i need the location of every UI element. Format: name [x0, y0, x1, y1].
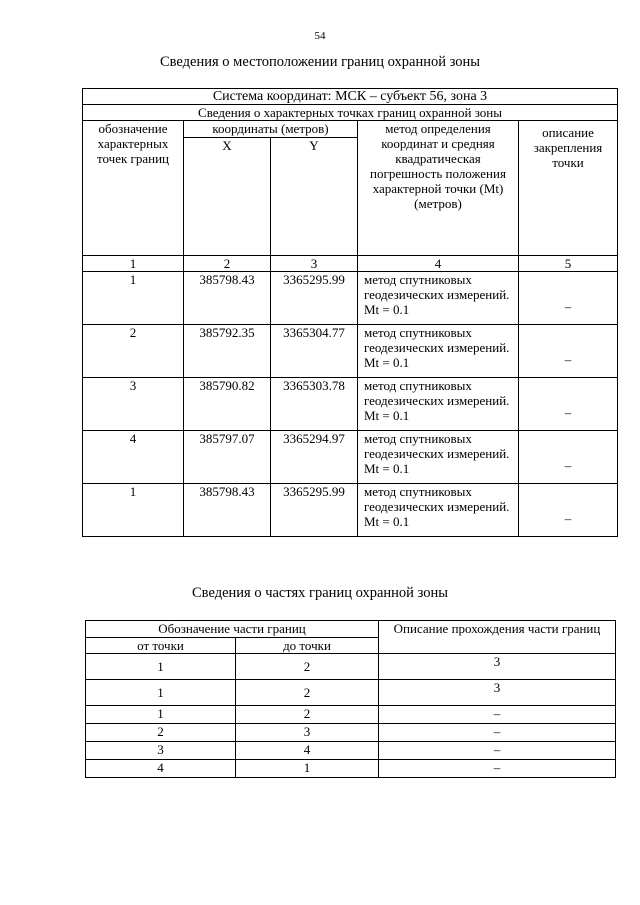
description-value: – [379, 724, 616, 742]
from-value: 4 [86, 760, 236, 778]
method-value: метод спутниковых геодезических измерений. Mt = 0.1 [358, 378, 519, 431]
method-value: метод спутниковых геодезических измерений. Mt = 0.1 [358, 484, 519, 537]
x-value: 385798.43 [184, 484, 271, 537]
description-value: – [379, 706, 616, 724]
point-id: 1 [83, 272, 184, 325]
y-value: 3365294.97 [271, 431, 358, 484]
y-value: 3365295.99 [271, 272, 358, 325]
table-row [86, 724, 616, 742]
page-number: 54 [314, 30, 326, 42]
point-id: 3 [83, 378, 184, 431]
table-row [83, 272, 618, 325]
from-header: от точки [86, 638, 236, 654]
table-row [86, 654, 616, 680]
from-value: 1 [86, 680, 236, 706]
from-value: 1 [86, 706, 236, 724]
description-value: – [379, 742, 616, 760]
to-value: 4 [236, 742, 379, 760]
column-number: 2 [184, 256, 271, 272]
to-value: 2 [236, 706, 379, 724]
x-value: 385792.35 [184, 325, 271, 378]
y-value: 3365295.99 [271, 484, 358, 537]
table-row [86, 760, 616, 778]
method-header: метод определения координат и средняя квадратическая погрешность положения характерной точки (Mt) (метров) [358, 121, 519, 256]
to-value: 2 [236, 680, 379, 706]
column-number: 3 [271, 256, 358, 272]
column-number: 4 [358, 256, 519, 272]
coord-system-label: Система координат: МСК – субъект 56, зона 3 [83, 89, 618, 105]
characteristic-points-table [82, 88, 618, 537]
from-value: 3 [86, 742, 236, 760]
x-header: X [184, 138, 271, 256]
column-number: 5 [519, 256, 618, 272]
x-value: 385798.43 [184, 272, 271, 325]
part-designation-header: Обозначение части границ [86, 621, 379, 638]
x-value: 385790.82 [184, 378, 271, 431]
description-value: 3 [379, 680, 616, 706]
coords-header: координаты (метров) [184, 121, 358, 138]
from-value: 2 [86, 724, 236, 742]
fixing-header: описание закрепления точки [519, 121, 618, 256]
y-header: Y [271, 138, 358, 256]
method-value: метод спутниковых геодезических измерений. Mt = 0.1 [358, 431, 519, 484]
to-header: до точки [236, 638, 379, 654]
to-value: 2 [236, 654, 379, 680]
parts-title: Сведения о частях границ охранной зоны [192, 585, 448, 601]
description-value: 3 [379, 654, 616, 680]
y-value: 3365304.77 [271, 325, 358, 378]
description-value: – [379, 760, 616, 778]
fixing-value: – [564, 351, 572, 367]
to-value: 3 [236, 724, 379, 742]
description-header: Описание прохождения части границ [379, 621, 616, 654]
table-row [86, 706, 616, 724]
fixing-value: – [564, 404, 572, 420]
table-row [83, 325, 618, 378]
method-value: метод спутниковых геодезических измерений. Mt = 0.1 [358, 272, 519, 325]
table-row [83, 378, 618, 431]
table-row [83, 484, 618, 537]
designation-header: обозначение характерных точек границ [83, 121, 184, 256]
table-row [86, 742, 616, 760]
x-value: 385797.07 [184, 431, 271, 484]
section-label: Сведения о характерных точках границ охранной зоны [83, 105, 618, 121]
fixing-value: – [564, 457, 572, 473]
point-id: 1 [83, 484, 184, 537]
table-row [86, 680, 616, 706]
point-id: 4 [83, 431, 184, 484]
fixing-value: – [564, 510, 572, 526]
column-number: 1 [83, 256, 184, 272]
method-value: метод спутниковых геодезических измерений. Mt = 0.1 [358, 325, 519, 378]
point-id: 2 [83, 325, 184, 378]
fixing-value: – [564, 298, 572, 314]
from-value: 1 [86, 654, 236, 680]
table-row [83, 431, 618, 484]
y-value: 3365303.78 [271, 378, 358, 431]
to-value: 1 [236, 760, 379, 778]
boundaries-title: Сведения о местоположении границ охранной зоны [159, 54, 480, 70]
boundary-parts-table [85, 620, 616, 778]
